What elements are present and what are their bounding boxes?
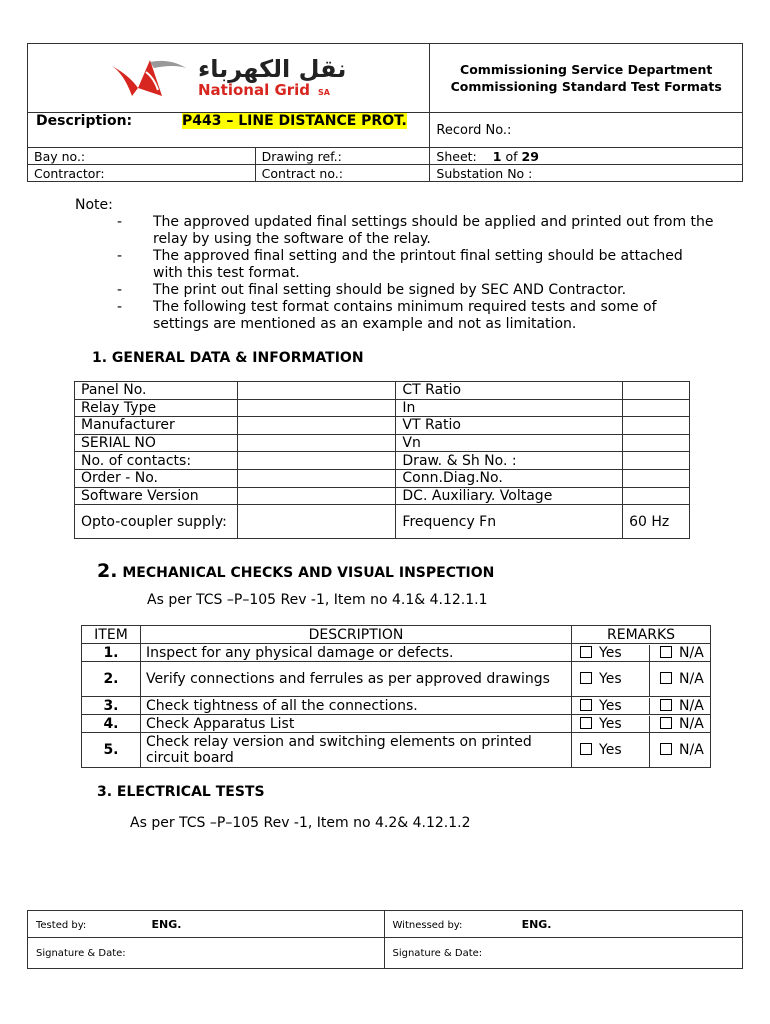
logo-arabic-text: نقل الكهرباء [198,55,347,83]
description-value: P443 – LINE DISTANCE PROT. [182,113,407,129]
signature-date-left: Signature & Date: [28,938,385,969]
logo-area [28,44,430,113]
table-row: 2. Verify connections and ferrules as per approved drawings Yes N/A [82,662,711,697]
record-no: Record No.: [430,113,743,148]
note-item: - The print out final setting should be signed by SEC AND Contractor. [117,282,627,298]
section3-reference: As per TCS –P–105 Rev -1, Item no 4.2& 4.12.1.2 [130,815,471,831]
table-row: 5. Check relay version and switching elements on printed circuit board Yes N/A [82,733,711,768]
table-row: Relay Type In [75,399,690,417]
contractor: Contractor: [28,165,256,182]
yes-checkbox[interactable] [580,699,592,711]
sheet-number: Sheet: 1 of 29 [430,148,743,165]
table-row: Panel No. CT Ratio [75,382,690,400]
logo-english-text: National Grid [198,81,311,99]
document-header [27,43,743,182]
table-header-row: ITEM DESCRIPTION REMARKS [82,626,711,644]
description-label: Description: [36,113,133,129]
mechanical-checks-table [81,625,711,768]
section1-title: 1. GENERAL DATA & INFORMATION [92,350,364,366]
table-row: 3. Check tightness of all the connections. Yes N/A [82,697,711,715]
note-block [75,197,715,333]
description-cell [28,113,430,148]
section3-title: 3. ELECTRICAL TESTS [97,784,265,800]
na-checkbox[interactable] [660,717,672,729]
yes-checkbox[interactable] [580,672,592,684]
drawing-ref: Drawing ref.: [255,148,430,165]
na-checkbox[interactable] [660,672,672,684]
na-checkbox[interactable] [660,743,672,755]
table-row: SERIAL NO Vn [75,434,690,452]
contract-no: Contract no.: [255,165,430,182]
note-item: - The following test format contains minimum required tests and some of settings are mentioned as an example and not as limitation. [117,299,657,332]
table-row: Software Version DC. Auxiliary. Voltage [75,487,690,505]
na-checkbox[interactable] [660,699,672,711]
logo-suffix-text: SA [318,88,330,97]
signature-date-right: Signature & Date: [384,938,743,969]
section2-reference: As per TCS –P–105 Rev -1, Item no 4.1& 4.12.1.1 [147,592,488,608]
table-row: Order - No. Conn.Diag.No. [75,469,690,487]
witnessed-by-cell: Witnessed by: ENG. [384,911,743,938]
signature-footer [27,910,743,969]
table-row: Manufacturer VT Ratio [75,417,690,435]
table-row: No. of contacts: Draw. & Sh No. : [75,452,690,470]
general-data-table [74,381,690,539]
table-row: Opto-coupler supply: Frequency Fn 60 Hz [75,505,690,539]
table-row: 1. Inspect for any physical damage or defects. Yes N/A [82,644,711,662]
department-title: Commissioning Service Department Commissioning Standard Test Formats [430,44,743,113]
section2-title: 2. MECHANICAL CHECKS AND VISUAL INSPECTION [97,560,495,582]
table-row: 4. Check Apparatus List Yes N/A [82,715,711,733]
na-checkbox[interactable] [660,646,672,658]
yes-checkbox[interactable] [580,717,592,729]
note-item: - The approved updated final settings should be applied and printed out from the relay by using the software of the relay. [117,214,714,247]
bay-no: Bay no.: [28,148,256,165]
yes-checkbox[interactable] [580,743,592,755]
note-item: - The approved final setting and the printout final setting should be attached with this test format. [117,248,683,281]
tested-by-cell: Tested by: ENG. [28,911,385,938]
note-title: Note: [75,197,113,213]
yes-checkbox[interactable] [580,646,592,658]
substation-no: Substation No : [430,165,743,182]
